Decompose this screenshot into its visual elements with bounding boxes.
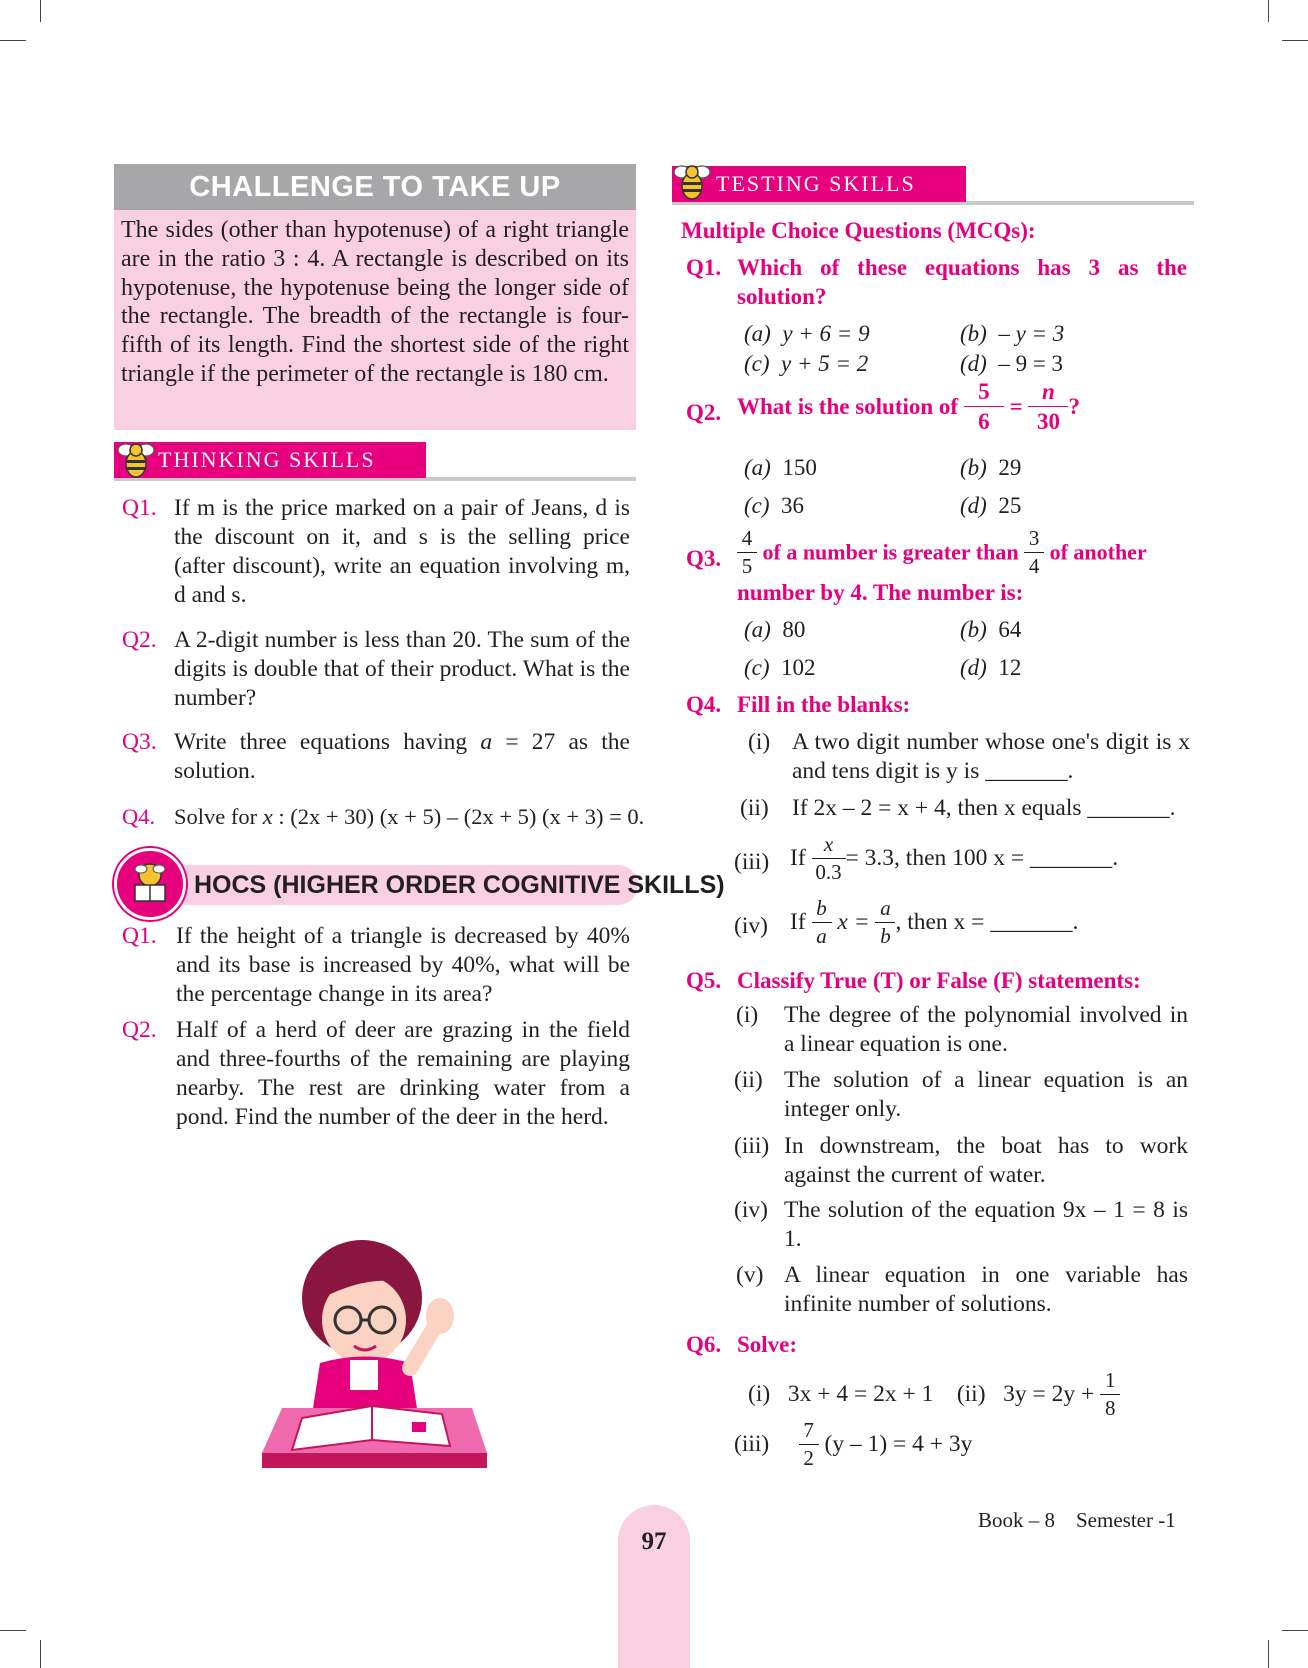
question-text: If the height of a triangle is decreased by 40% and its base is increased by 40%, what will be the percentage change in its area? [176,923,630,1007]
mcq-heading: Multiple Choice Questions (MCQs): [681,218,1036,243]
question-number: Q2. [122,627,157,653]
question-text: Classify True (T) or False (F) statements: [737,968,1141,993]
crop-mark [1268,0,1269,22]
book-semester-label: Book – 8 Semester -1 [978,1508,1176,1532]
question-number: Q6. [686,1332,722,1357]
thinking-skills-header [114,442,636,482]
testing-skills-title: TESTING SKILLS [672,166,966,202]
girl-reading-illustration [262,1228,492,1470]
bee-icon [116,438,156,480]
challenge-text: The sides (other than hypotenuse) of a right triangle are in the ratio 3 : 4. A rectangle is described on its hypotenuse, the hypotenuse being the longer side of the rectangle. The breadth of the rectangle is four-fifth of its length. Find the shortest side of the right triangle if the perimeter of the rectangle is 180 cm. [121,217,629,387]
fill-blank-iv: (iv) If $\frac{b}{a}$ x = $\frac{a}{b}$ , then x = _______. [734,896,1079,948]
question-text: Solve: [737,1332,798,1357]
crop-mark [1282,1630,1308,1631]
question-text: A 2-digit number is less than 20. The sum of the digits is double that of their product. What is the number? [174,627,630,711]
question-text: $\frac{4}{5}$ of a number is greater than $\frac{3}{4}$ of another [737,528,1147,577]
solve-i-ii: (i) 3x + 4 = 2x + 1 (ii) 3y = 2y + $\frac{1}{8}$ [734,1370,1190,1428]
question-text: If m is the price marked on a pair of Jeans, d is the discount on it, and s is the selling price (after discount), write an equation involving m, d and s. [174,495,630,608]
page-number: 97 [641,1528,667,1555]
question-number: Q1. [686,255,722,280]
bee-icon [672,160,712,202]
question-text: Half of a herd of deer are grazing in the field and three-fourths of the remaining are playing nearby. The rest are drinking water from a pond. Find the number of the deer in the herd. [176,1017,630,1130]
hocs-badge [114,848,186,920]
question-text-line2: number by 4. The number is: [737,580,1024,605]
crop-mark [0,1630,26,1631]
solve-iii: (iii) $\frac{7}{2}$ (y – 1) = 4 + 3y [734,1418,973,1470]
question-number: Q4. [122,804,156,829]
question-text: Write three equations having a = 27 as the solution. [174,729,630,784]
question-number: Q2. [686,400,722,425]
question-text: Which of these equations has 3 as the solution? [737,255,1187,309]
question-number: Q1. [122,923,157,949]
crop-mark [0,40,26,41]
crop-mark [1268,1640,1269,1668]
thinking-skills-title: THINKING SKILLS [114,442,426,478]
question-number: Q1. [122,495,157,521]
challenge-heading: CHALLENGE TO TAKE UP [114,164,636,210]
hocs-title: HOCS (HIGHER ORDER COGNITIVE SKILLS) [194,871,725,899]
crop-mark [40,1640,41,1668]
testing-skills-header [672,166,1194,206]
question-number: Q5. [686,968,722,993]
question-number: Q2. [122,1017,157,1043]
question-text: Solve for x : (2x + 30) (x + 5) – (2x + 5) (x + 3) = 0. [174,804,645,829]
crop-mark [40,0,41,22]
question-text: What is the solution of $\frac{5}{6}$ = $\frac{n}{30}$ ? [737,379,1080,434]
reading-bee-icon [117,851,183,917]
crop-mark [1282,40,1308,41]
question-number: Q3. [122,729,157,755]
question-text: Fill in the blanks: [737,692,911,717]
question-number: Q3. [686,546,722,571]
fill-blank-iii: (iii) If $\frac{x}{0.3}$ = 3.3, then 100 x = _______. [734,832,1119,884]
question-number: Q4. [686,692,722,717]
